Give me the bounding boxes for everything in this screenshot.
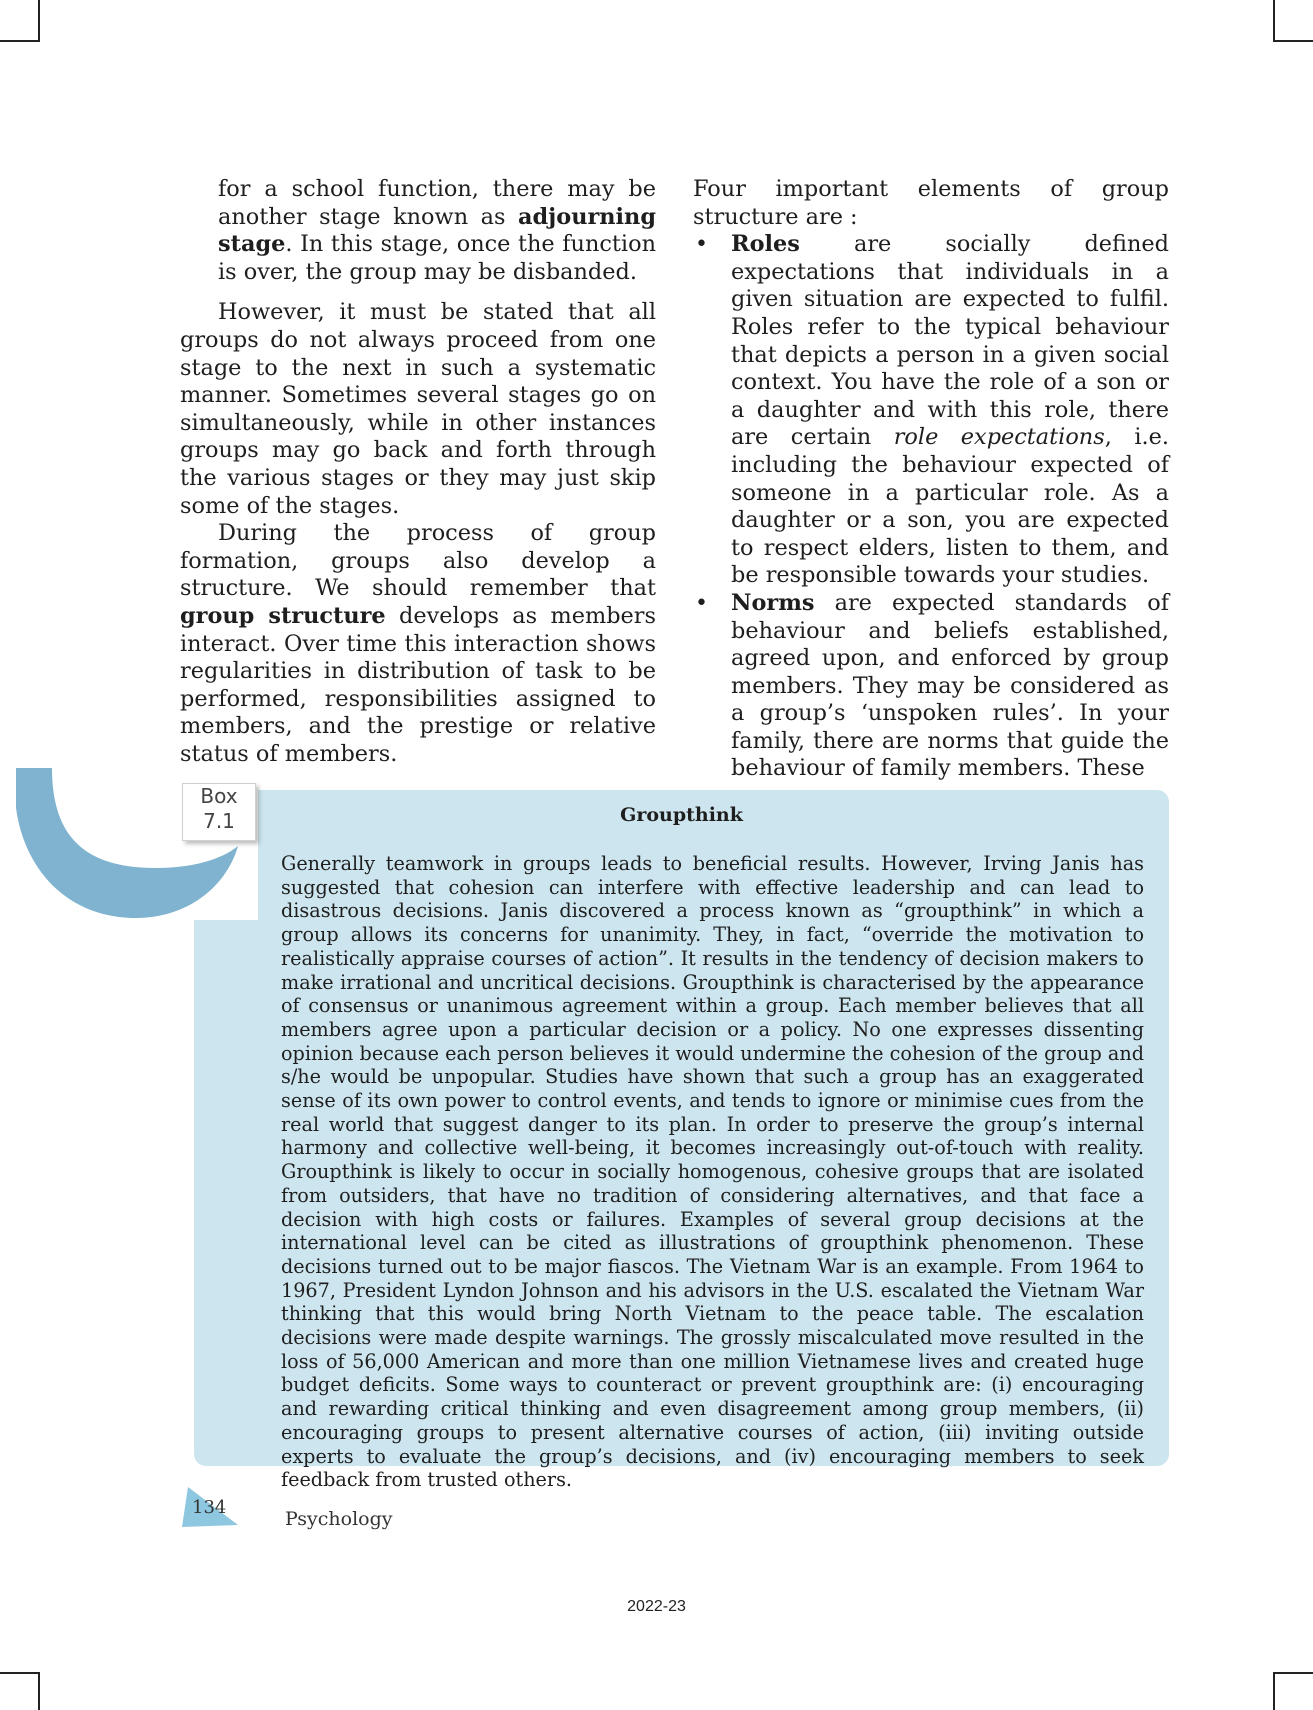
- bold-term-group-structure: group structure: [180, 602, 386, 629]
- crop-mark-top-right-v: [1273, 0, 1275, 42]
- crop-mark-top-right-h: [1273, 40, 1313, 42]
- paragraph-group-structure: [180, 520, 656, 768]
- crop-mark-bottom-right-v: [1273, 1672, 1275, 1710]
- elements-intro: Four important elements of group structure are :: [693, 176, 1169, 230]
- paragraph-text: . In this stage, once the function is over, the group may be disbanded.: [218, 231, 656, 285]
- paragraph-stages: However, it must be stated that all groups do not always proceed from one stage to the next in such a systematic manner. Sometimes several stages go on simultaneously, while in other instances groups may go back and forth through the various stages or they may just skip some of the stages.: [180, 299, 656, 519]
- page-number: 134: [192, 1497, 227, 1518]
- crop-mark-top-left-h: [0, 40, 40, 42]
- paragraph-text: develops as members interact. Over time this interaction shows regularities in distribution of task to be performed, responsibilities assigned to members, and the prestige or relative status of members.: [180, 602, 656, 767]
- right-text-column: [693, 176, 1169, 783]
- box-title: Groupthink: [620, 804, 743, 826]
- crop-mark-top-left-v: [38, 0, 40, 42]
- crop-mark-bottom-left-h: [0, 1672, 40, 1674]
- list-item-text: , i.e. including the behaviour expected of someone in a particular role. As a daughter or a son, you are expected to respect elders, listen to them, and be responsible towards your studies.: [731, 424, 1169, 589]
- paragraph-text: for a school function, there may be another stage known as: [218, 176, 656, 230]
- box-body-text: Generally teamwork in groups leads to beneficial results. However, Irving Janis has suggested that cohesion can interfere with effective leadership and can lead to disastrous decisions. Janis discovered a process known as “groupthink” in which a group allows its concerns for unanimity. They, in fact, “override the motivation to realistically appraise courses of action”. It results in the tendency of decision makers to make irrational and uncritical decisions. Groupthink is characterised by the appearance of consensus or unanimous agreement within a group. Each member believes that all members agree upon a particular decision or a policy. No one expresses dissenting opinion because each person believes it would undermine the cohesion of the group and s/he would be unpopular. Studies have shown that such a group has an exaggerated sense of its own power to control events, and tends to ignore or minimise cues from the real world that suggest danger to its plan. In order to preserve the group’s internal harmony and collective well-being, it becomes increasingly out-of-touch with reality. Groupthink is likely to occur in socially homogenous, cohesive groups that are isolated from outsiders, that have no tradition of considering alternatives, and that face a decision with high costs or failures. Examples of several group decisions at the international level can be cited as illustrations of groupthink phenomenon. These decisions turned out to be major fiascos. The Vietnam War is an example. From 1964 to 1967, President Lyndon Johnson and his advisors in the U.S. escalated the Vietnam War thinking that this would bring North Vietnam to the peace table. The escalation decisions were made despite warnings. The grossly miscalculated move resulted in the loss of 56,000 American and more than one million Vietnamese lives and created huge budget deficits. Some ways to counteract or prevent groupthink are: (i) encouraging and rewarding critical thinking and even disagreement among group members, (ii) encouraging groups to present alternative courses of action, (iii) inviting outside experts to evaluate the group’s decisions, and (iv) encouraging members to seek feedback from trusted others.: [281, 852, 1144, 1492]
- list-item-roles: [693, 231, 1169, 590]
- paragraph-adjourning: [180, 176, 656, 286]
- bold-term-roles: Roles: [731, 231, 800, 258]
- footer-book-title: Psychology: [285, 1508, 393, 1530]
- bold-term-norms: Norms: [731, 589, 815, 616]
- list-item-norms: [693, 590, 1169, 783]
- box-label-number: 7.1: [203, 809, 235, 833]
- crop-mark-bottom-right-h: [1273, 1672, 1313, 1674]
- left-text-column: [180, 176, 656, 768]
- crop-mark-bottom-left-v: [38, 1672, 40, 1710]
- bold-term-adjourning-stage: adjourning stage: [218, 203, 656, 258]
- list-item-text: are socially defined expectations that individuals in a given situation are expected to fulfil. Roles refer to the typical behaviour that depicts a person in a given social context. You have the role of a son or a daughter and with this role, there are certain: [731, 231, 1169, 451]
- italic-term-role-expectations: role expectations: [893, 424, 1105, 451]
- box-label-word: Box: [200, 784, 238, 808]
- paragraph-text: During the process of group formation, groups also develop a structure. We should remember that: [180, 520, 656, 602]
- elements-list: [693, 231, 1169, 783]
- footer-year: 2022-23: [627, 1598, 686, 1615]
- list-item-text: are expected standards of behaviour and beliefs established, agreed upon, and enforced by group members. They may be considered as a group’s ‘unspoken rules’. In your family, there are norms that guide the behaviour of family members. These: [731, 589, 1169, 782]
